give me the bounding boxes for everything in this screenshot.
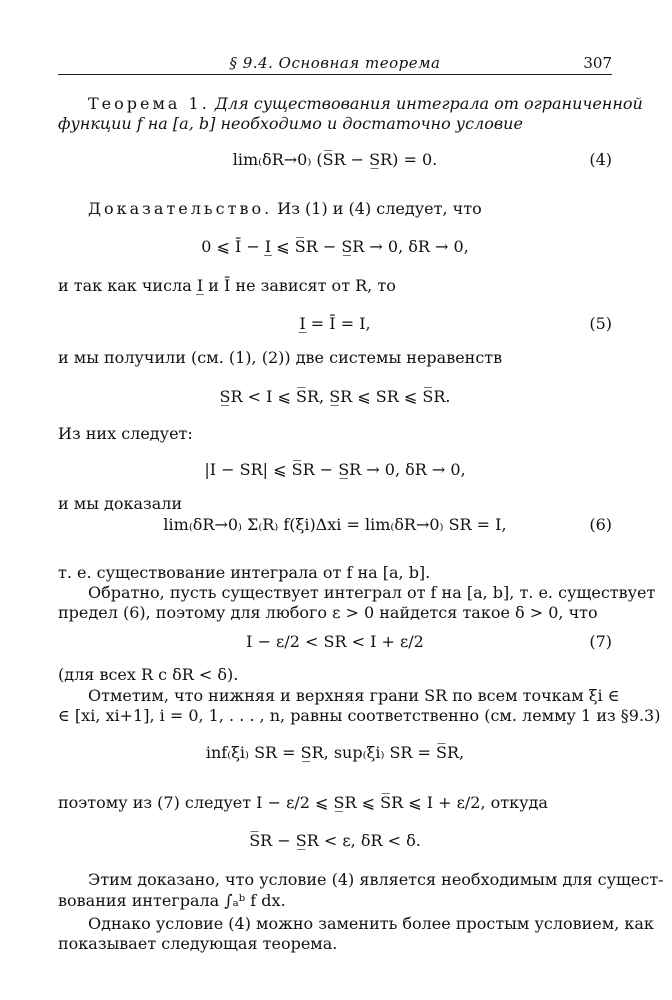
proof-text: Из (1) и (4) следует, что — [277, 199, 482, 218]
conclusion-line-2: вования интеграла ∫ₐᵇ f dx. — [58, 891, 286, 910]
theorem-line-1 — [58, 94, 642, 114]
therefore-text: поэтому из (7) следует I − ε/2 ⩽ S̲R ⩽ S̅R ⩽ I + ε/2, откуда — [58, 793, 548, 812]
equation-5-number: (5) — [589, 314, 612, 333]
equation-4-number: (4) — [589, 150, 612, 169]
equation-4 — [58, 140, 612, 180]
from-them: Из них следует: — [58, 424, 193, 443]
conclusion-line-1: Этим доказано, что условие (4) является необходимым для сущест- — [88, 870, 664, 889]
however-line-2: показывает следующая теорема. — [58, 934, 338, 953]
equation-6 — [58, 505, 612, 545]
proved-text: и мы доказали — [58, 494, 183, 513]
inequality-1: 0 ⩽ Ī − I̲ ⩽ S̅R − S̲R → 0, δR → 0, — [201, 237, 469, 256]
equation-7 — [58, 622, 612, 662]
equation-6-body: lim₍δR→0₎ Σ₍R₎ f(ξi)Δxi = lim₍δR→0₎ SR = I, — [163, 515, 507, 534]
page-header — [58, 52, 612, 75]
equation-7-body: I − ε/2 < SR < I + ε/2 — [246, 632, 424, 651]
theorem-line-2: функции f на [a, b] необходимо и достаточно условие — [58, 114, 523, 133]
however-line-1: Однако условие (4) можно заменить более простым условием, как — [88, 914, 654, 933]
existence-text: т. е. существование интеграла от f на [a, b]. — [58, 563, 431, 582]
final-inequality: S̅R − S̲R < ε, δR < δ. — [249, 831, 421, 850]
inequality-2: |I − SR| ⩽ S̅R − S̲R → 0, δR → 0, — [204, 460, 466, 479]
inf-sup-equation: inf₍ξi₎ SR = S̲R, sup₍ξi₎ SR = S̅R, — [205, 743, 465, 762]
converse-line-1: Обратно, пусть существует интеграл от f на [a, b], т. е. существует — [88, 583, 656, 602]
equation-5 — [58, 304, 612, 344]
equation-7-number: (7) — [589, 632, 612, 651]
paragraph-numbers: и так как числа I̲ и Ī не зависят от R, то — [58, 276, 396, 295]
paragraph-systems: и мы получили (см. (1), (2)) две системы неравенств — [58, 348, 503, 367]
equation-5-body: I̲ = Ī = I, — [299, 314, 371, 333]
equation-6-number: (6) — [589, 515, 612, 534]
theorem-text-1: Для существования интеграла от ограниченной — [214, 94, 643, 113]
theorem-label: Теорема 1. — [88, 94, 210, 113]
proof-line — [58, 199, 642, 219]
forall-text: (для всех R с δR < δ). — [58, 665, 239, 684]
running-title: § 9.4. Основная теорема — [229, 54, 441, 72]
note-line-1: Отметим, что нижняя и верхняя грани SR по всем точкам ξi ∈ — [88, 686, 620, 705]
equation-4-body: lim₍δR→0₎ (S̅R − S̲R) = 0. — [232, 150, 438, 169]
proof-label: Доказательство. — [88, 199, 273, 218]
inequality-systems: S̲R < I ⩽ S̅R, S̲R ⩽ SR ⩽ S̅R. — [219, 387, 451, 406]
note-line-2: ∈ [xi, xi+1], i = 0, 1, . . . , n, равны соответственно (см. лемму 1 из §9.3) — [58, 706, 661, 725]
page-number: 307 — [583, 54, 612, 72]
converse-line-2: предел (6), поэтому для любого ε > 0 найдется такое δ > 0, что — [58, 603, 598, 622]
